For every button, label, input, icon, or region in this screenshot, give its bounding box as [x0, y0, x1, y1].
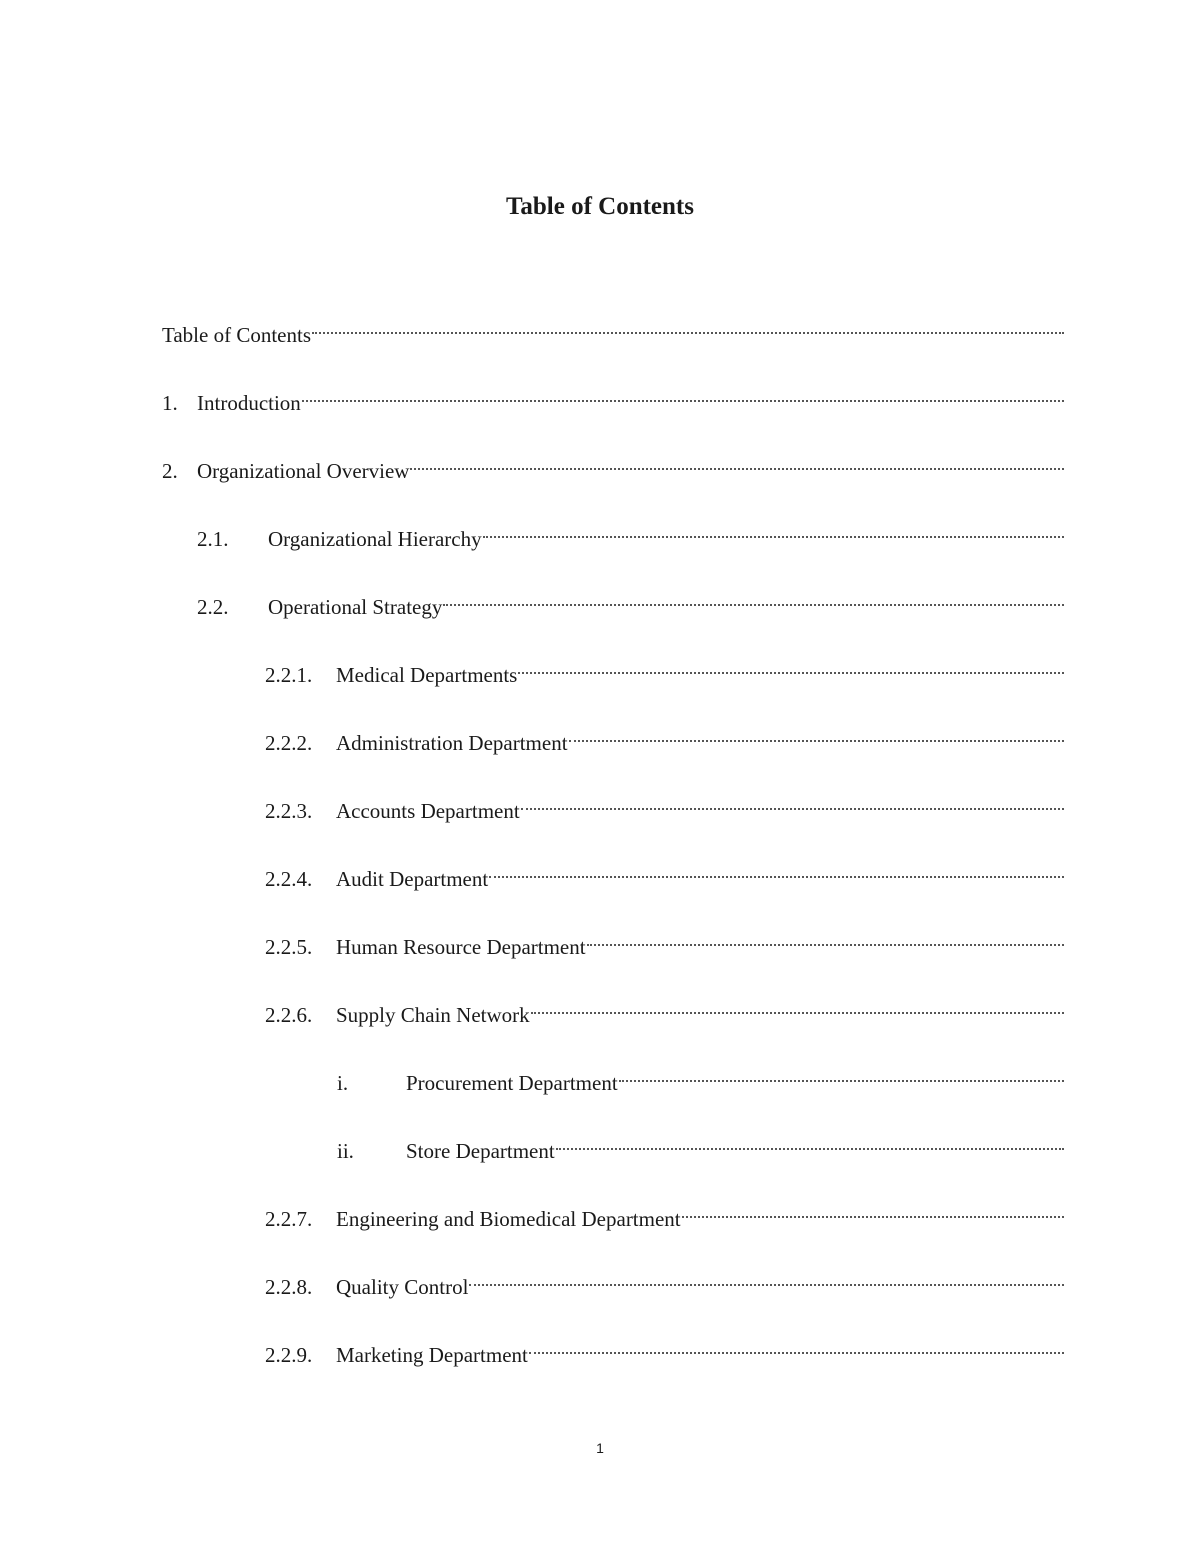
toc-entry-label: Administration Department: [336, 731, 568, 755]
toc-entry-label: Operational Strategy: [268, 595, 443, 619]
toc-entry-label: Supply Chain Network: [336, 1003, 530, 1027]
toc-entry-number: 2.2.2.: [265, 731, 313, 755]
toc-entry-label: Quality Control: [336, 1275, 469, 1299]
toc-entry-audit-department[interactable]: [265, 854, 1064, 891]
toc-entry-number: 2.2.8.: [265, 1275, 313, 1299]
toc-dot-leader: [468, 1262, 1064, 1294]
toc-dot-leader: [482, 514, 1064, 546]
toc-entry-number: 2.1.: [197, 527, 229, 551]
toc-entry-human-resource-department[interactable]: [265, 922, 1064, 959]
toc-dot-leader: [301, 378, 1064, 410]
toc-entry-operational-strategy[interactable]: [197, 582, 1064, 619]
toc-dot-leader: [618, 1058, 1064, 1090]
toc-entry-number: 2.2.6.: [265, 1003, 313, 1027]
toc-entry-number: 2.2.3.: [265, 799, 313, 823]
toc-entry-organizational-hierarchy[interactable]: [197, 514, 1064, 551]
toc-dot-leader: [442, 582, 1064, 614]
toc-entry-quality-control[interactable]: [265, 1262, 1064, 1299]
toc-dot-leader: [530, 990, 1064, 1022]
toc-dot-leader: [520, 786, 1064, 818]
toc-entry-number: ii.: [337, 1139, 354, 1163]
toc-entry-accounts-department[interactable]: [265, 786, 1064, 823]
toc-entry-engineering-and-biomedical-department[interactable]: [265, 1194, 1064, 1231]
toc-entry-marketing-department[interactable]: [265, 1330, 1064, 1367]
page-title: Table of Contents: [506, 193, 694, 220]
toc-entry-number: 2.2.: [197, 595, 229, 619]
toc-dot-leader: [586, 922, 1064, 954]
toc-entry-introduction[interactable]: [162, 378, 1064, 415]
toc-entry-table-of-contents[interactable]: [162, 310, 1064, 347]
toc-entry-number: 2.2.4.: [265, 867, 313, 891]
toc-dot-leader: [555, 1126, 1064, 1158]
toc-dot-leader: [488, 854, 1064, 886]
toc-entry-label: Marketing Department: [336, 1343, 528, 1367]
toc-entry-medical-departments[interactable]: [265, 650, 1064, 687]
toc-entry-procurement-department[interactable]: [337, 1058, 1064, 1095]
toc-entry-number: 2.2.1.: [265, 663, 313, 687]
toc-entry-label: Store Department: [406, 1139, 555, 1163]
toc-entry-number: 2.2.5.: [265, 935, 313, 959]
toc-entry-label: Organizational Overview: [197, 459, 410, 483]
toc-entry-number: 2.2.9.: [265, 1343, 313, 1367]
toc-entry-number: 2.: [162, 459, 178, 483]
toc-dot-leader: [409, 446, 1064, 478]
toc-entry-number: 1.: [162, 391, 178, 415]
toc-entry-label: Engineering and Biomedical Department: [336, 1207, 681, 1231]
toc-entry-label: Audit Department: [336, 867, 489, 891]
toc-entry-organizational-overview[interactable]: [162, 446, 1064, 483]
toc-dot-leader: [681, 1194, 1064, 1226]
page-number: 1: [596, 1440, 604, 1456]
toc-entry-store-department[interactable]: [337, 1126, 1064, 1163]
toc-entry-label: Table of Contents: [162, 323, 311, 347]
toc-entry-number: 2.2.7.: [265, 1207, 313, 1231]
toc-dot-leader: [528, 1330, 1064, 1362]
toc-entry-label: Accounts Department: [336, 799, 520, 823]
toc-dot-leader: [568, 718, 1064, 750]
toc-entry-number: i.: [337, 1071, 349, 1095]
toc-entry-label: Procurement Department: [406, 1071, 618, 1095]
toc-entry-administration-department[interactable]: [265, 718, 1064, 755]
toc-dot-leader: [311, 310, 1064, 342]
toc-entry-label: Introduction: [197, 391, 301, 415]
toc-dot-leader: [517, 650, 1064, 682]
toc-entry-label: Medical Departments: [336, 663, 518, 687]
toc-entry-label: Human Resource Department: [336, 935, 586, 959]
toc-entry-supply-chain-network[interactable]: [265, 990, 1064, 1027]
toc-entry-label: Organizational Hierarchy: [268, 527, 482, 551]
